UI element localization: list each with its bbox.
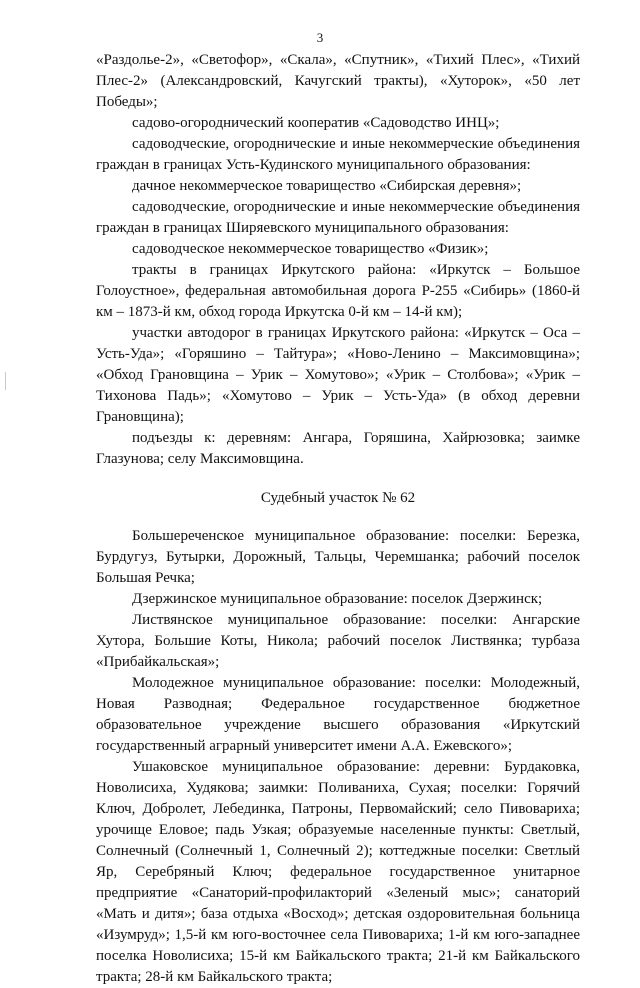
paragraph: Большереченское муниципальное образование: поселки: Березка, Бурдугуз, Бутырки, Дорожный, Тальцы, Черемшанка; рабочий поселок Большая Речка; (96, 528, 580, 586)
paragraph: садоводческие, огороднические и иные некоммерческие объединения граждан в границах Усть-Кудинского муниципального образования: (96, 136, 580, 173)
paragraph: садоводческие, огороднические и иные некоммерческие объединения граждан в границах Ширяевского муниципального образования: (96, 199, 580, 236)
document-body (96, 50, 580, 988)
paragraph: садово-огороднический кооператив «Садоводство ИНЦ»; (132, 115, 500, 131)
paragraph: Ушаковское муниципальное образование: деревни: Бурдаковка, Новолисиха, Худякова; заимки: Поливаниха, Сухая; поселки: Горячий Ключ, Добролет, Лебединка, Патроны, Первомайский; село Пивовариха; урочище Еловое; падь Узкая; образуемые населенные пункты: Светлый, Солнечный (Солнечный 1, Солнечный 2); коттеджные поселки: Светлый Яр, Серебряный Ключ; федеральное государственное унитарное предприятие «Санаторий-профилакторий «Зеленый мыс»; санаторий «Мать и дитя»; база отдыха «Восход»; детская оздоровительная больница «Изумруд»; 1,5-й км юго-восточнее села Пивовариха; 1-й км юго-западнее поселка Новолисиха; 15-й км Байкальского тракта; 21-й км Байкальского тракта; 28-й км Байкальского тракта; (96, 759, 580, 985)
paragraph: «Раздолье-2», «Светофор», «Скала», «Спутник», «Тихий Плес», «Тихий Плес-2» (Александровский, Качугский тракты), «Хуторок», «50 лет Победы»; (96, 52, 580, 110)
paragraph: Молодежное муниципальное образование: поселки: Молодежный, Новая Разводная; Федеральное государственное бюджетное образовательное учреждение высшего образования «Иркутский государственный аграрный университет имени А.А. Ежевского»; (96, 675, 580, 754)
scan-margin-mark (5, 372, 6, 390)
paragraph: подъезды к: деревням: Ангара, Горяшина, Хайрюзовка; заимке Глазунова; селу Максимовщина. (96, 430, 580, 467)
paragraph: участки автодорог в границах Иркутского района: «Иркутск – Оса – Усть-Уда»; «Горяшино – Тайтура»; «Ново-Ленино – Максимовщина»; «Обход Грановщина – Урик – Хомутово»; «Урик – Столбова»; «Урик – Тихонова Падь»; «Хомутово – Урик – Усть-Уда» (в обход деревни Грановщина); (96, 325, 580, 425)
section-heading: Судебный участок № 62 (260, 490, 416, 506)
paragraph: тракты в границах Иркутского района: «Иркутск – Большое Голоустное», федеральная автомобильная дорога Р-255 «Сибирь» (1860-й км – 1873-й км, обход города Иркутска 0-й км – 14-й км); (96, 262, 580, 320)
paragraph: дачное некоммерческое товарищество «Сибирская деревня»; (132, 178, 522, 194)
paragraph: садоводческое некоммерческое товарищество «Физик»; (132, 241, 489, 257)
paragraph: Листвянское муниципальное образование: поселки: Ангарские Хутора, Большие Коты, Никола; рабочий поселок Листвянка; турбаза «Прибайкальская»; (96, 612, 580, 670)
paragraph: Дзержинское муниципальное образование: поселок Дзержинск; (132, 591, 543, 607)
page-number: 3 (316, 30, 324, 45)
